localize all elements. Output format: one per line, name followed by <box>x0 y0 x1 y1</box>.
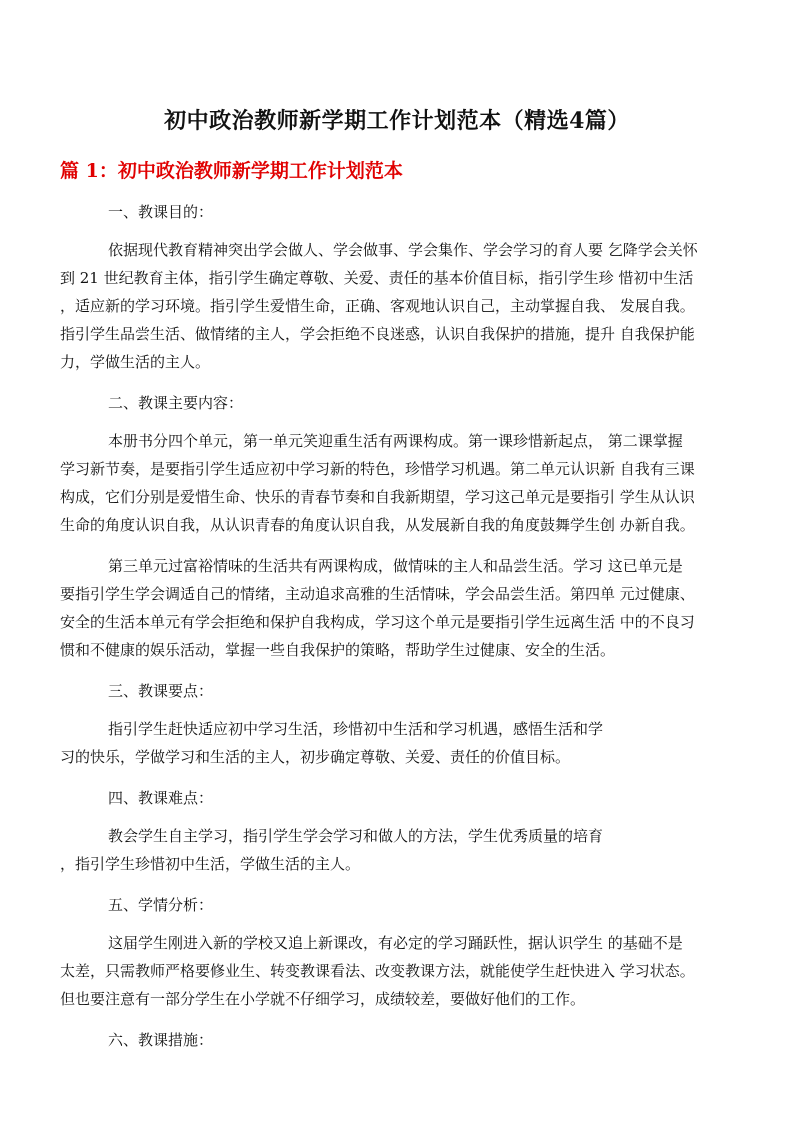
text-line: 这届学生刚进入新的学校又追上新课改，有必定的学习踊跃性，据认识学生 的基础不是 <box>108 934 683 952</box>
text-line: 第三单元过富裕情味的生活共有两课构成，做情味的主人和品尝生活。学习 这已单元是 <box>108 557 683 575</box>
paragraph <box>60 715 736 771</box>
text-line: 习的快乐，学做学习和生活的主人，初步确定尊敬、关爱、责任的价值目标。 <box>60 748 571 766</box>
text-line: 学习新节奏，是要指引学生适应初中学习新的特色，珍惜学习机遇。第二单元认识新 自我有三课 <box>60 460 695 478</box>
paragraph <box>60 427 736 539</box>
paragraph <box>60 552 736 664</box>
subheading-key-points: 三、教课要点： <box>108 682 214 700</box>
section-heading: 篇 1：初中政治教师新学期工作计划范本 <box>60 160 403 182</box>
document-body <box>60 198 736 1064</box>
subheading-difficulties: 四、教课难点： <box>108 789 214 807</box>
subheading-objectives: 一、教课目的： <box>108 203 214 221</box>
text-line: 指引学生赶快适应初中学习生活，珍惜初中生活和学习机遇，感悟生活和学 <box>108 720 604 738</box>
paragraph <box>60 236 736 376</box>
subheading-main-content: 二、教课主要内容： <box>108 394 244 412</box>
text-line: 惯和不健康的娱乐活动，掌握一些自我保护的策略，帮助学生过健康、安全的生活。 <box>60 641 616 659</box>
document-title: 初中政治教师新学期工作计划范本（精选4篇） <box>164 108 630 134</box>
text-line: ，指引学生珍惜初中生活，学做生活的主人。 <box>60 855 361 873</box>
text-line: ，适应新的学习环境。指引学生爱惜生命，正确、客观地认识自己，主动掌握自我、 发展自我。 <box>60 297 695 315</box>
paragraph <box>60 822 736 878</box>
text-line: 安全的生活本单元有学会拒绝和保护自我构成，学习这个单元是要指引学生远离生活 中的不良习 <box>60 613 695 631</box>
subheading-student-analysis: 五、学情分析： <box>108 896 214 914</box>
text-line: 生命的角度认识自我，从认识青春的角度认识自我，从发展新自我的角度鼓舞学生创 办新自我。 <box>60 516 695 534</box>
text-line: 教会学生自主学习，指引学生学会学习和做人的方法，学生优秀质量的培育 <box>108 827 604 845</box>
subheading-teaching-measures: 六、教课措施： <box>108 1031 214 1049</box>
text-line: 依据现代教育精神突出学会做人、学会做事、学会集作、学会学习的育人要 乞降学会关怀 <box>108 241 698 259</box>
text-line: 指引学生品尝生活、做情绪的主人，学会拒绝不良迷惑，认识自我保护的措施，提升 自我保护能 <box>60 325 695 343</box>
text-line: 本册书分四个单元，第一单元笑迎重生活有两课构成。第一课珍惜新起点， 第二课掌握 <box>108 432 683 450</box>
text-line: 要指引学生学会调适自己的情绪，主动追求高雅的生活情味，学会品尝生活。第四单 元过健康、 <box>60 585 695 603</box>
text-line: 构成，它们分别是爱惜生命、快乐的青春节奏和自我新期望，学习这己单元是要指引 学生从认识 <box>60 488 695 506</box>
paragraph <box>60 929 736 1013</box>
text-line: 太差，只需教师严格要修业生、转变教课看法、改变教课方法，就能使学生赶快进入 学习状态。 <box>60 962 695 980</box>
text-line: 力，学做生活的主人。 <box>60 353 211 371</box>
text-line: 但也要注意有一部分学生在小学就不仔细学习，成绩较差，要做好他们的工作。 <box>60 990 586 1008</box>
text-line: 到 21 世纪教育主体，指引学生确定尊敬、关爱、责任的基本价值目标，指引学生珍 惜初中生活 <box>60 269 694 287</box>
